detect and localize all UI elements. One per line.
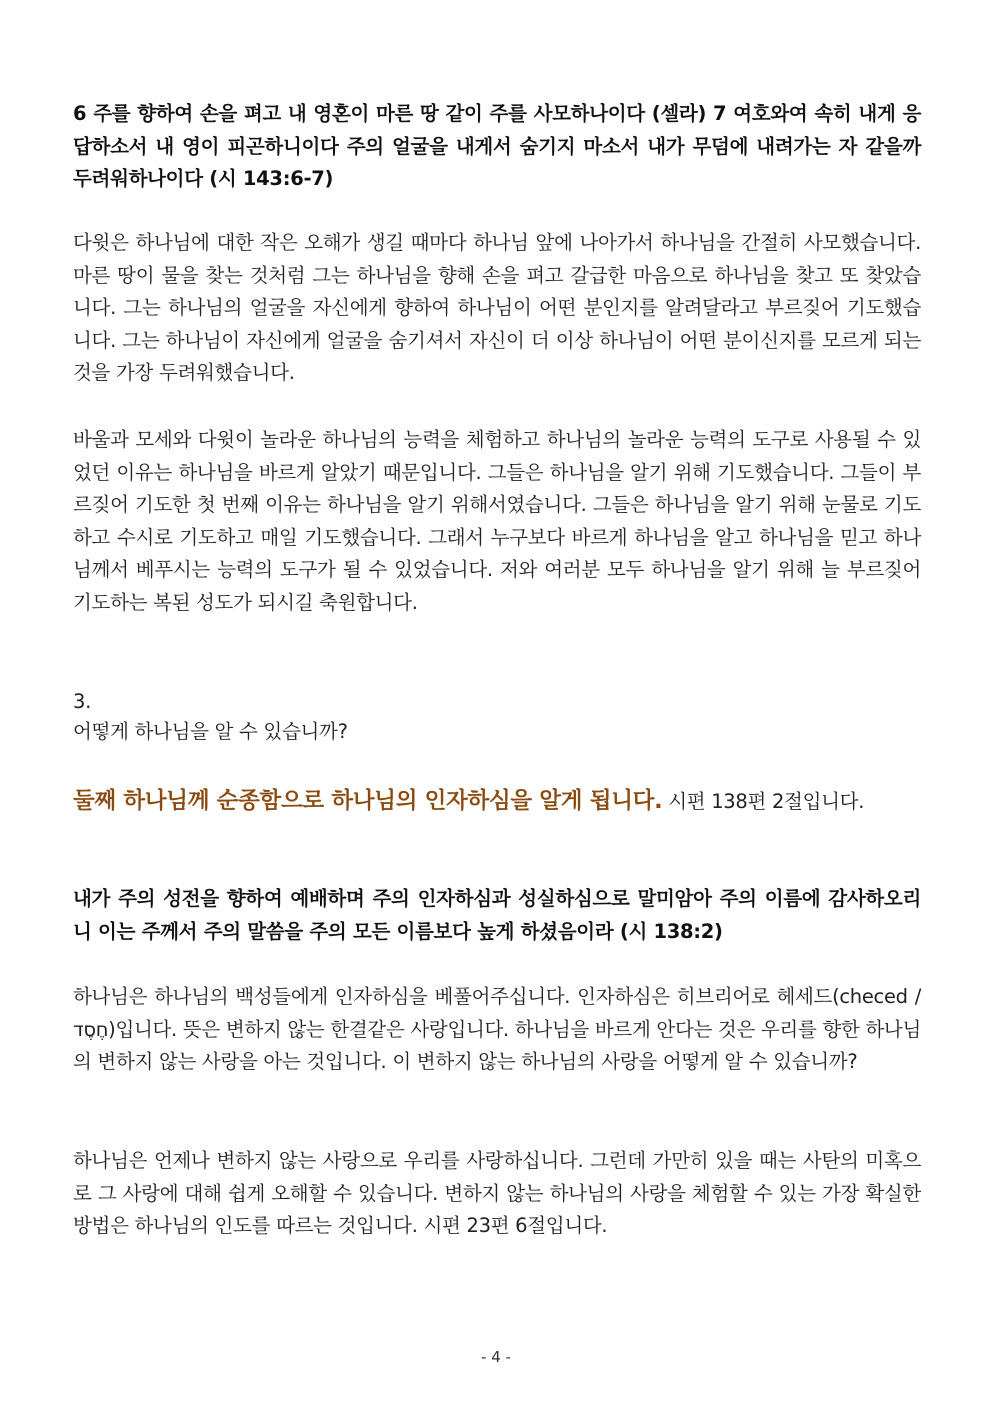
page-number: - 4 -	[481, 1348, 511, 1366]
scripture-psalm-138: 내가 주의 성전을 향하여 예배하며 주의 인자하심과 성실하심으로 말미암아 주의 이름에 감사하오리니 이는 주께서 주의 말씀을 주의 모든 이름보다 높게 하셨음이라 (시 138:2)	[73, 887, 921, 943]
paragraph-paul-moses-david: 바울과 모세와 다윗이 놀라운 하나님의 능력을 체험하고 하나님의 놀라운 능력의 도구로 사용될 수 있었던 이유는 하나님을 바르게 알았기 때문입니다. 그들은 하나님을 알기 위해 기도했습니다. 그들이 부르짖어 기도한 첫 번째 이유는 하나님을 알기 위해서였습니다. 그들은 하나님을 알기 위해 눈물로 기도하고 수시로 기도하고 매일 기도했습니다. 그래서 누구보다 바르게 하나님을 알고 하나님을 믿고 하나님께서 베푸시는 능력의 도구가 될 수 있었습니다. 저와 여러분 모두 하나님을 알기 위해 늘 부르짖어 기도하는 복된 성도가 되시길 축원합니다.	[73, 428, 921, 614]
point-paragraph	[73, 784, 921, 819]
point-reference: 시편 138편 2절입니다.	[662, 790, 865, 813]
scripture-psalm-143: 6 주를 향하여 손을 펴고 내 영혼이 마른 땅 같이 주를 사모하나이다 (셀라) 7 여호와여 속히 내게 응답하소서 내 영이 피곤하니이다 주의 얼굴을 내게서 숨기지 마소서 내가 무덤에 내려가는 자 같을까 두려워하나이다 (시 143:6-7)	[73, 102, 921, 190]
paragraph-unchanging-love: 하나님은 언제나 변하지 않는 사랑으로 우리를 사랑하십니다. 그런데 가만히 있을 때는 사탄의 미혹으로 그 사랑에 대해 쉽게 오해할 수 있습니다. 변하지 않는 하나님의 사랑을 체험할 수 있는 가장 확실한 방법은 하나님의 인도를 따르는 것입니다. 시편 23편 6절입니다.	[73, 1149, 921, 1237]
paragraph-hesed-explanation: 하나님은 하나님의 백성들에게 인자하심을 베풀어주십니다. 인자하심은 히브리어로 헤세드(checed / ‏חֶסֶד‎)입니다. 뜻은 변하지 않는 한결같은 사랑입니다. 하나님을 바르게 안다는 것은 우리를 향한 하나님의 변하지 않는 사랑을 아는 것입니다. 이 변하지 않는 하나님의 사랑을 어떻게 알 수 있습니까?	[73, 985, 921, 1073]
paragraph-david-longing: 다윗은 하나님에 대한 작은 오해가 생길 때마다 하나님 앞에 나아가서 하나님을 간절히 사모했습니다. 마른 땅이 물을 찾는 것처럼 그는 하나님을 향해 손을 펴고 갈급한 마음으로 하나님을 찾고 또 찾았습니다. 그는 하나님의 얼굴을 자신에게 향하여 하나님이 어떤 분인지를 알려달라고 부르짖어 기도했습니다. 그는 하나님이 자신에게 얼굴을 숨기셔서 자신이 더 이상 하나님이 어떤 분이신지를 모르게 되는 것을 가장 두려워했습니다.	[73, 231, 921, 384]
section-number: 3.	[73, 690, 92, 713]
point-heading: 둘째 하나님께 순종함으로 하나님의 인자하심을 알게 됩니다.	[73, 788, 663, 814]
section-question: 어떻게 하나님을 알 수 있습니까?	[73, 720, 348, 743]
